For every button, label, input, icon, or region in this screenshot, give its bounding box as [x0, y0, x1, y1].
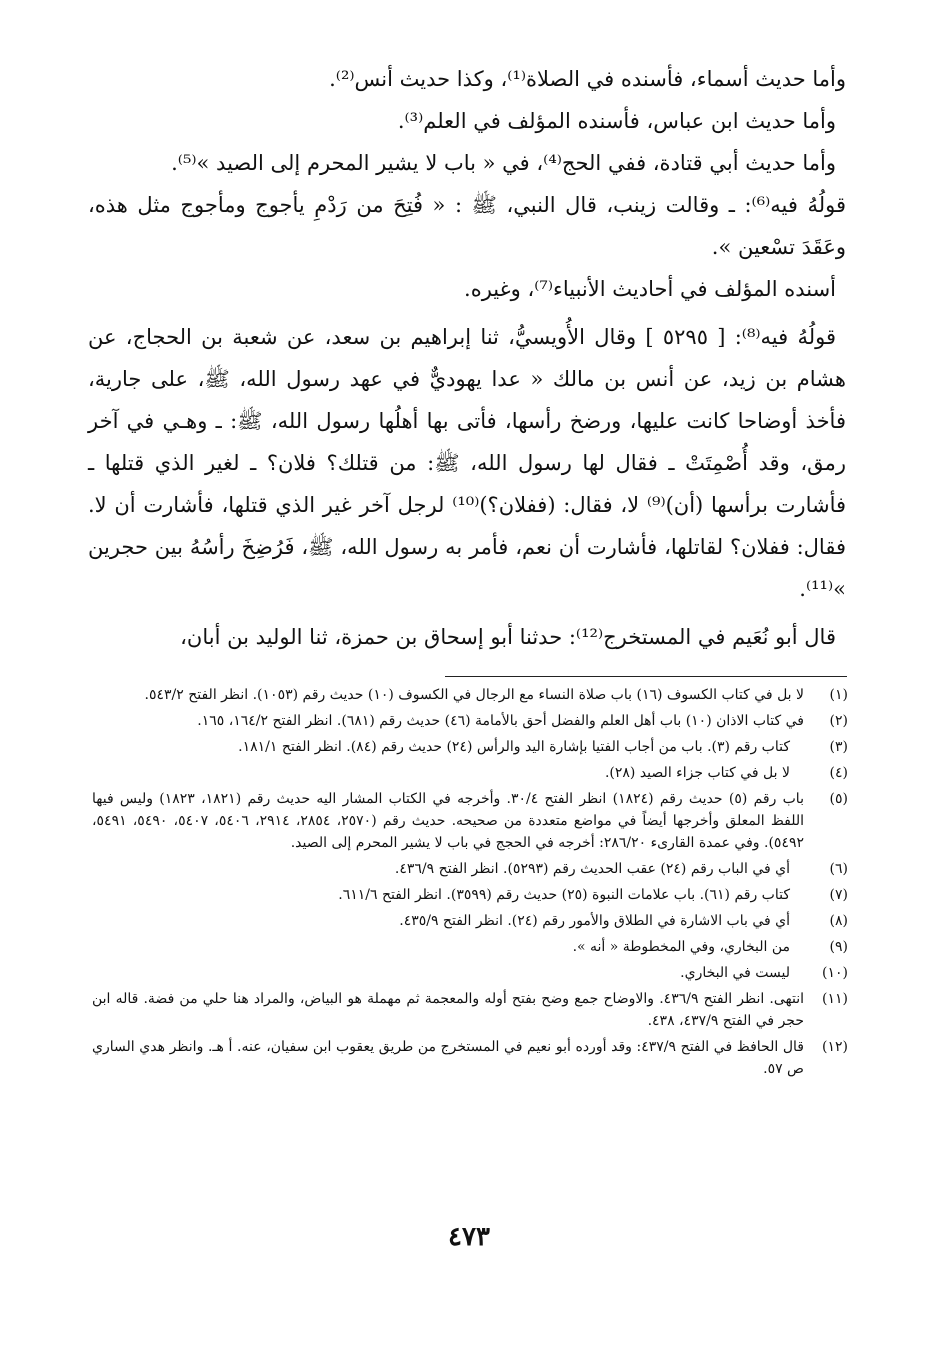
footnote-text: قال الحافظ في الفتح ٤٣٧/٩: وقد أورده أبو نعيم في المستخرج من طريق يعقوب ابن سفيان، عنه. أ هـ. وانظر هدي الساري ص ٥٧. [92, 1039, 804, 1077]
paragraph: قولُهُ فيه⁽⁶⁾: ـ وقالت زينب، قال النبي، ﷺ : « فُتِحَ من رَدْمِ يأجوج ومأجوج مثل هذه، وعَقَدَ تسْعين ». [88, 193, 846, 259]
footnote [92, 962, 848, 984]
footnote-text: ليست في البخاري. [680, 965, 790, 981]
footnote-number: (٦) [829, 861, 848, 877]
footnote [92, 858, 848, 880]
footnote-number: (٧) [829, 887, 848, 903]
footnote-number: (١١) [822, 991, 848, 1007]
footnote-text: كتاب رقم (٦١). باب علامات النبوة (٢٥) حديث رقم (٣٥٩٩). انظر الفتح ٦١١/٦. [338, 887, 790, 903]
paragraph: قولُهُ فيه⁽⁸⁾: [ ٥٢٩٥ ] وقال الأُويسيُّ، ثنا إبراهيم بن سعد، عن شعبة بن الحجاج، عن هشام بن زيد، عن أنس بن مالك « عدا يهوديٌّ في عهد رسول الله، ﷺ، على جارية، فأخذ أوضاحا كانت عليها، ورضخ رأسها، فأتى بها أهلُها رسول الله، ﷺ: ـ وهـي في آخر رمق، وقد أُصْمِتَتْ ـ فقال لها رسول الله، ﷺ: من قتلك؟ فلان؟ ـ لغير الذي قتلها ـ فأشارت برأسها (أن)⁽⁹⁾ لا، فقال: (ففلان؟)⁽¹⁰⁾ لرجل آخر غير الذي قتلها، فأشارت أن لا. فقال: ففلان؟ لقاتلها، فأشارت أن نعم، فأمر به رسول الله، ﷺ، فَرُضِخَ رأسُهُ بين حجرين »⁽¹¹⁾. [88, 325, 847, 601]
footnote-number: (٣) [829, 739, 848, 755]
footnote [92, 762, 848, 784]
footnote-number: (٢) [829, 713, 848, 729]
footnote-number: (١٢) [822, 1039, 848, 1055]
footnote [92, 788, 848, 854]
paragraph: وأما حديث ابن عباس، فأسنده المؤلف في العلم⁽³⁾. [397, 109, 836, 133]
footnote-divider [445, 676, 847, 677]
footnote-number: (٨) [829, 913, 848, 929]
footnote-number: (١٠) [822, 965, 848, 981]
paragraph: أسنده المؤلف في أحاديث الأنبياء⁽⁷⁾، وغيره. [464, 277, 836, 301]
footnote-text: لا بل في كتاب الكسوف (١٦) باب صلاة النساء مع الرجال في الكسوف (١٠) حديث رقم (١٠٥٣). انظر الفتح ٥٤٣/٢. [144, 687, 804, 703]
footnote-number: (٤) [829, 765, 848, 781]
footnote-text: كتاب رقم (٣). باب من أجاب الفتيا بإشارة اليد والرأس (٢٤) حديث رقم (٨٤). انظر الفتح ١٨١/١. [238, 739, 790, 755]
paragraph: قال أبو نُعَيم في المستخرج⁽¹²⁾: حدثنا أبو إسحاق بن حمزة، ثنا الوليد بن أبان، [180, 625, 836, 649]
footnote-text: من البخاري، وفي المخطوطة « أنه ». [572, 939, 790, 955]
footnote [92, 988, 848, 1032]
footnote-number: (٩) [829, 939, 848, 955]
paragraph: وأما حديث أبي قتادة، ففي الحج⁽⁴⁾، في « باب لا يشير المحرم إلى الصيد »⁽⁵⁾. [171, 151, 836, 175]
footnotes [92, 684, 848, 1084]
footnote-text: في كتاب الاذان (١٠) باب أهل العلم والفضل أحق بالأمامة (٤٦) حديث رقم (٦٨١). انظر الفتح ١٦٤/٢، ١٦٥. [197, 713, 804, 729]
paragraph: وأما حديث أسماء، فأسنده في الصلاة⁽¹⁾، وكذا حديث أنس⁽²⁾. [329, 67, 846, 91]
page-number: ٤٧٣ [448, 1222, 490, 1252]
footnote [92, 884, 848, 906]
footnote-text: أي في باب الاشارة في الطلاق والأمور رقم (٢٤). انظر الفتح ٤٣٥/٩. [399, 913, 790, 929]
footnote-number: (١) [829, 687, 848, 703]
footnote [92, 736, 848, 758]
footnote [92, 684, 848, 706]
main-text [88, 58, 846, 658]
footnote-text: أي في الباب رقم (٢٤) عقب الحديث رقم (٥٢٩٣). انظر الفتح ٤٣٦/٩. [394, 861, 790, 877]
footnote-text: انتهى. انظر الفتح ٤٣٦/٩. والاوضاح جمع وضح بفتح أوله والمعجمة ثم مهملة هو البياض، والمراد هنا حلي من فضة. قاله ابن حجر في الفتح ٤٣٧/٩، ٤٣٨. [92, 991, 804, 1029]
footnote-text: لا بل في كتاب جزاء الصيد (٢٨). [604, 765, 790, 781]
footnote [92, 936, 848, 958]
footnote-text: باب رقم (٥) حديث رقم (١٨٢٤) انظر الفتح ٣٠/٤. وأخرجه في الكتاب المشار اليه حديث رقم (١٨٢١، ١٨٢٣) وليس فيها اللفظ المعلق وأخرجها أيضاً في مواضع متعددة من صحيحه. حديث رقم (٢٥٧٠، ٢٨٥٤، ٢٩١٤، ٥٤٠٦، ٥٤٠٧، ٥٤٩٠، ٥٤٩١، ٥٤٩٢). وفي عمدة القارىء ٢٨٦/٢٠: أخرجه في الحجج في باب لا يشير المحرم إلى الصيد. [92, 791, 805, 851]
footnote [92, 710, 848, 732]
footnote [92, 1036, 848, 1080]
footnote [92, 910, 848, 932]
footnote-number: (٥) [829, 791, 848, 807]
